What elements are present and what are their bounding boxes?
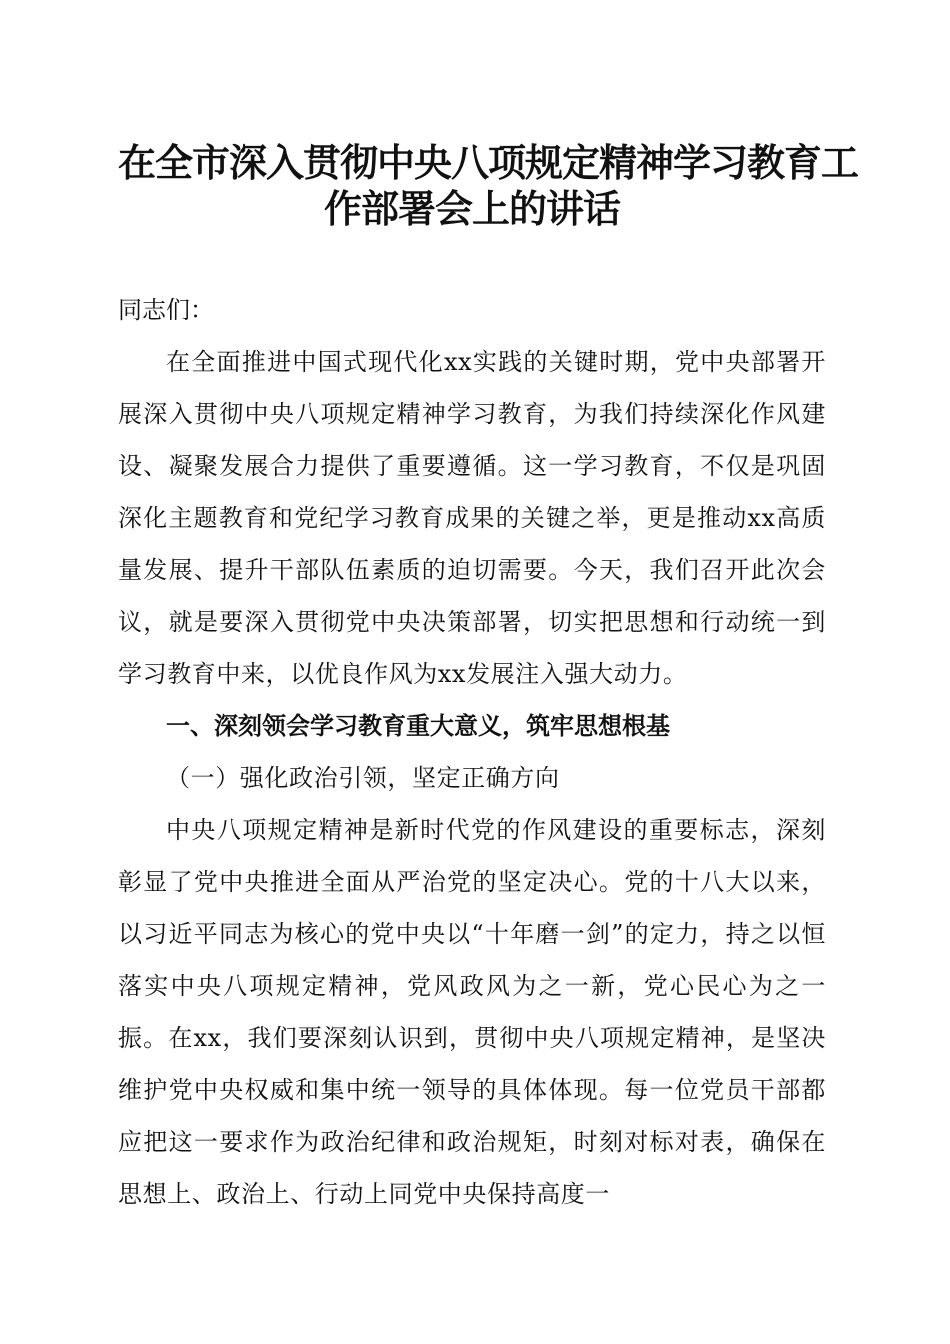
document-title [118,140,859,232]
subsection-heading-1: （一）强化政治引领，坚定正确方向 [166,764,560,792]
section-heading-1: 一、深刻领会学习教育重大意义，筑牢思想根基 [166,712,670,740]
title-line-1: 在全市深入贯彻中央八项规定精神学习教育工 [118,141,859,185]
intro-paragraph: 在全面推进中国式现代化xx实践的关键时期，党中央部署开展深入贯彻中央八项规定精神学习教育，为我们持续深化作风建设、凝聚发展合力提供了重要遵循。这一学习教育，不仅是巩固深化主题教育和党纪学习教育成果的关键之举，更是推动xx高质量发展、提升干部队伍素质的迫切需要。今天，我们召开此次会议，就是要深入贯彻党中央决策部署，切实把思想和行动统一到学习教育中来，以优良作风为xx发展注入强大动力。 [118,348,826,688]
document-page [118,140,859,1220]
greeting: 同志们： [118,296,214,324]
body-paragraph-2: 中央八项规定精神是新时代党的作风建设的重要标志，深刻彰显了党中央推进全面从严治党的坚定决心。党的十八大以来，以习近平同志为核心的党中央以“十年磨一剑”的定力，持之以恒落实中央八项规定精神，党风政风为之一新，党心民心为之一振。在xx，我们要深刻认识到，贯彻中央八项规定精神，是坚决维护党中央权威和集中统一领导的具体体现。每一位党员干部都应把这一要求作为政治纪律和政治规矩，时刻对标对表，确保在思想上、政治上、行动上同党中央保持高度一 [118,816,826,1208]
title-line-2: 作部署会上的讲话 [323,187,620,231]
